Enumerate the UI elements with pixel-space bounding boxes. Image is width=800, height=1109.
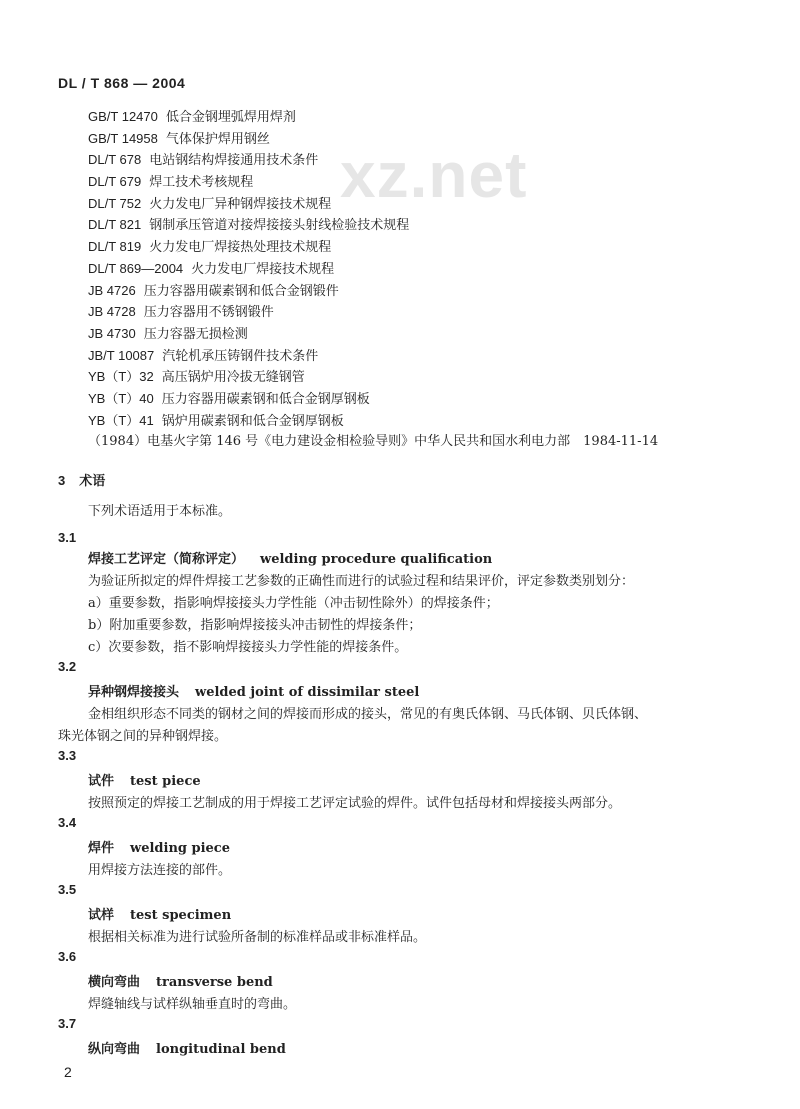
term-number: 3.3 <box>58 748 77 763</box>
term-number: 3.7 <box>58 1016 77 1031</box>
reference-item <box>88 323 658 345</box>
reference-code: GB/T 12470 <box>88 109 158 124</box>
term-en: test specimen <box>130 908 232 923</box>
standard-code-header: DL / T 868 — 2004 <box>58 75 186 91</box>
term-number: 3.6 <box>58 949 77 964</box>
reference-title: 火力发电厂异种钢焊接技术规程 <box>149 196 332 212</box>
reference-code: YB（T）32 <box>88 369 154 385</box>
term-number: 3.2 <box>58 659 77 674</box>
reference-code: JB 4726 <box>88 282 136 298</box>
reference-title: 火力发电厂焊接热处理技术规程 <box>149 240 332 256</box>
reference-item <box>88 388 658 410</box>
reference-title: 汽轮机承压铸钢件技术条件 <box>162 348 319 364</box>
reference-item <box>88 258 658 280</box>
term-name <box>88 971 273 990</box>
reference-code: DL/T 819 <box>88 239 142 255</box>
term-definition-line: 用焊接方法连接的部件。 <box>88 863 232 878</box>
term-en: welded joint of dissimilar steel <box>195 685 420 700</box>
term-number: 3.4 <box>58 815 77 830</box>
reference-item <box>88 214 658 236</box>
reference-code: DL/T 752 <box>88 195 142 211</box>
reference-title: 压力容器用碳素钢和低合金钢锻件 <box>143 283 339 299</box>
reference-title: 压力容器用碳素钢和低合金钢厚钢板 <box>161 391 370 407</box>
term-definition-line: b）附加重要参数，指影响焊接接头冲击韧性的焊接条件； <box>88 618 422 633</box>
reference-item <box>88 345 658 367</box>
reference-note: （1984）电基火字第 146 号《电力建设金相检验导则》中华人民共和国水利电力部 1984-11-14 <box>88 434 659 450</box>
reference-title: 气体保护焊用钢丝 <box>165 131 270 147</box>
term-definition-line: a）重要参数，指影响焊接接头力学性能（冲击韧性除外）的焊接条件； <box>88 596 499 611</box>
term-zh: 纵向弯曲 <box>88 1042 141 1057</box>
term-zh: 试件 <box>88 774 115 789</box>
term-definition-line: 为验证所拟定的焊件焊接工艺参数的正确性而进行的试验过程和结果评价，评定参数类别划分： <box>88 574 635 589</box>
term-name <box>88 681 419 700</box>
reference-code: JB 4730 <box>88 325 136 341</box>
term-name <box>88 548 492 567</box>
reference-item <box>88 410 658 432</box>
term-en: welding piece <box>130 841 230 856</box>
reference-item <box>88 149 658 171</box>
term-name <box>88 1038 286 1057</box>
term-en: transverse bend <box>156 975 273 990</box>
term-name <box>88 770 201 789</box>
term-zh: 焊件 <box>88 841 115 856</box>
reference-item <box>88 366 658 388</box>
term-zh: 异种钢焊接接头 <box>88 685 180 700</box>
reference-item <box>88 171 658 193</box>
term-en: longitudinal bend <box>156 1042 286 1057</box>
reference-code: DL/T 678 <box>88 152 142 168</box>
page-number: 2 <box>64 1064 72 1080</box>
reference-code: YB（T）40 <box>88 390 154 406</box>
reference-item <box>88 193 658 215</box>
reference-code: JB/T 10087 <box>88 347 155 363</box>
term-name <box>88 904 231 923</box>
term-name <box>88 837 230 856</box>
term-zh: 焊接工艺评定（简称评定） <box>88 552 245 567</box>
term-number: 3.5 <box>58 882 77 897</box>
section-number: 3 <box>58 473 66 488</box>
reference-code: YB（T）41 <box>88 412 154 428</box>
reference-title: 焊工技术考核规程 <box>149 175 254 191</box>
reference-title: 低合金钢埋弧焊用焊剂 <box>165 110 296 125</box>
term-definition-line: 金相组织形态不同类的钢材之间的焊接而形成的接头，常见的有奥氏体钢、马氏体钢、贝氏体钢、 <box>88 707 648 722</box>
reference-title: 锅炉用碳素钢和低合金钢厚钢板 <box>161 413 344 429</box>
reference-code: DL/T 869—2004 <box>88 260 184 276</box>
term-number: 3.1 <box>58 530 77 545</box>
term-definition-line: 按照预定的焊接工艺制成的用于焊接工艺评定试验的焊件。试件包括母材和焊接接头两部分。 <box>88 796 622 811</box>
reference-title: 电站钢结构焊接通用技术条件 <box>149 153 319 169</box>
reference-item <box>88 301 658 323</box>
term-definition-line: 焊缝轴线与试样纵轴垂直时的弯曲。 <box>88 997 297 1012</box>
reference-code: JB 4728 <box>88 304 136 320</box>
term-zh: 横向弯曲 <box>88 975 141 990</box>
section-intro: 下列术语适用于本标准。 <box>88 504 232 519</box>
normative-references-list <box>88 106 658 453</box>
reference-title: 钢制承压管道对接焊接接头射线检验技术规程 <box>149 218 410 234</box>
reference-code: DL/T 679 <box>88 174 142 190</box>
reference-item <box>88 128 658 150</box>
term-en: test piece <box>130 774 201 789</box>
section-heading <box>58 470 105 489</box>
reference-title: 高压锅炉用冷拔无缝钢管 <box>161 370 305 386</box>
reference-item <box>88 106 658 128</box>
term-definition-line: 珠光体钢之间的异种钢焊接。 <box>58 729 228 744</box>
reference-title: 压力容器无损检测 <box>143 326 248 342</box>
reference-title: 火力发电厂焊接技术规程 <box>191 261 335 277</box>
term-definition-line: 根据相关标准为进行试验所备制的标准样品或非标准样品。 <box>88 930 427 945</box>
term-en: welding procedure qualification <box>260 552 493 567</box>
section-title: 术语 <box>79 474 106 489</box>
watermark: xz.net <box>340 139 528 211</box>
reference-item <box>88 280 658 302</box>
reference-code: GB/T 14958 <box>88 130 158 146</box>
reference-title: 压力容器用不锈钢锻件 <box>143 305 274 321</box>
reference-code: DL/T 821 <box>88 217 142 233</box>
reference-item <box>88 236 658 258</box>
term-definition-line: c）次要参数，指不影响焊接接头力学性能的焊接条件。 <box>88 640 408 655</box>
term-zh: 试样 <box>88 908 115 923</box>
